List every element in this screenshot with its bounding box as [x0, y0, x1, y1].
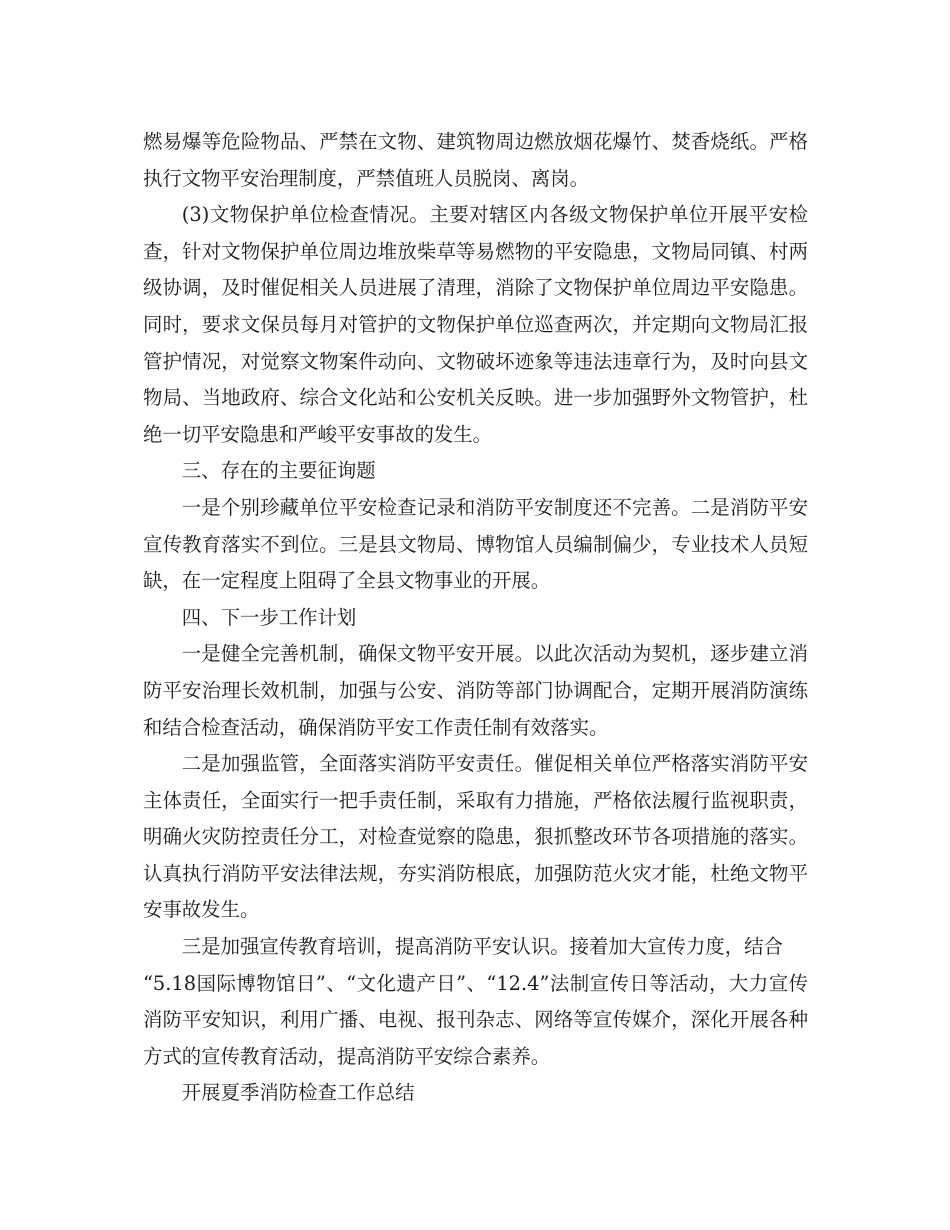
- document-body: [143, 124, 808, 1112]
- section-heading-problems: 三、存在的主要征询题: [181, 459, 376, 483]
- paragraph-plan-publicity: “5.18国际博物馆日”、“文化遗产日”、“12.4”法制宣传日等活动，大力宣传消防平安知识，利用广播、电视、报刊杂志、网络等宣传媒介，深化开展各种方式的宣传教育活动，提高消防平安综合素养。: [143, 971, 808, 1068]
- section-heading-next-plan: 四、下一步工作计划: [181, 605, 357, 629]
- paragraph-plan-mechanism: 一是健全完善机制，确保文物平安开展。以此次活动为契机，逐步建立消防平安治理长效机制，加强与公安、消防等部门协调配合，定期开展消防演练和结合检查活动，确保消防平安工作责任制有效落实。: [143, 642, 808, 739]
- paragraph-inspection-situation: (3)文物保护单位检查情况。主要对辖区内各级文物保护单位开展平安检查，针对文物保护单位周边堆放柴草等易燃物的平安隐患，文物局同镇、村两级协调，及时催促相关人员进展了清理，消除了文物保护单位周边平安隐患。同时，要求文保员每月对管护的文物保护单位巡查两次，并定期向文物局汇报管护情况，对觉察文物案件动向、文物破坏迹象等违法违章行为，及时向县文物局、当地政府、综合文化站和公安机关反映。进一步加强野外文物管护，杜绝一切平安隐患和严峻平安事故的发生。: [143, 203, 808, 446]
- closing-title: 开展夏季消防检查工作总结: [181, 1081, 415, 1105]
- paragraph-plan-publicity-lead: 三是加强宣传教育培训，提高消防平安认识。接着加大宣传力度，结合: [181, 935, 783, 959]
- paragraph-plan-supervision: 二是加强监管，全面落实消防平安责任。催促相关单位严格落实消防平安主体责任，全面实行一把手责任制，采取有力措施，严格依法履行监视职责，明确火灾防控责任分工，对检查觉察的隐患，狠抓整改环节各项措施的落实。认真执行消防平安法律法规，夯实消防根底，加强防范火灾才能，杜绝文物平安事故发生。: [143, 752, 808, 922]
- paragraph-problems: 一是个别珍藏单位平安检查记录和消防平安制度还不完善。二是消防平安宣传教育落实不到位。三是县文物局、博物馆人员编制偏少，专业技术人员短缺，在一定程度上阻碍了全县文物事业的开展。: [143, 495, 808, 593]
- paragraph-continuation: 燃易爆等危险物品、严禁在文物、建筑物周边燃放烟花爆竹、焚香烧纸。严格执行文物平安治理制度，严禁值班人员脱岗、离岗。: [143, 130, 808, 190]
